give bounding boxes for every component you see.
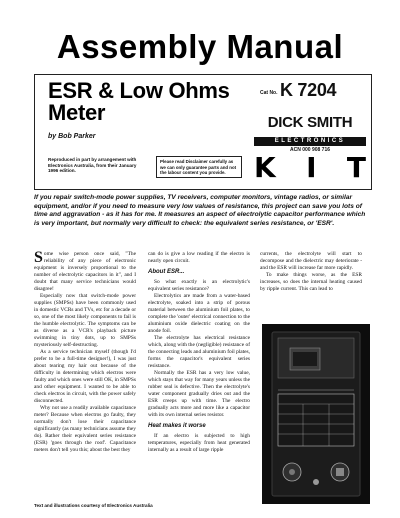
- kit-letter-k: K: [254, 151, 276, 184]
- catalogue-number: [260, 80, 370, 102]
- article-column-3: [260, 251, 362, 293]
- esr-meter-image: [262, 324, 370, 504]
- banner: [0, 0, 400, 65]
- paragraph: If an electro is subjected to high temperatures, especially from heat generated internally as a result of large ripple: [148, 433, 250, 453]
- product-title-line1: ESR & Low Ohms: [48, 78, 230, 103]
- footer-credit: Text and illustrations courtesy of Electronics Australia: [34, 503, 153, 508]
- electronics-bar: ELECTRONICS: [254, 137, 366, 146]
- paragraph: So what exactly is an electrolytic's equivalent series resistance?: [148, 279, 250, 292]
- paragraph: Electrolytics are made from a water-based electrolyte, soaked into a strip of porous material between the aluminium foil plates, to complete the 'outer' electrical connection to the aluminium oxide dielectric coating on the anode foil.: [148, 293, 250, 334]
- brand-name: DICK SMITH: [267, 114, 353, 131]
- paragraph: Normally the ESR has a very low value, which stays that way for many years unless the rubber seal is defective. Then the electrolyte's water component gradually dries out and the ESR creeps up with time. The electro gradually acts more and more like a capacitor with its own internal series resistor.: [148, 370, 250, 418]
- manual-title: Assembly Manual: [56, 28, 344, 65]
- article-column-2: [148, 251, 250, 454]
- dick-smith-logo: [252, 114, 368, 138]
- article-column-1: [34, 251, 136, 454]
- section-heading-about-esr: About ESR...: [148, 269, 185, 275]
- paragraph: Why not use a readily available capacitance meter? Because when electros go faulty, they normally don't lose their capacitance significantly (as many technicians assume they do). Rather their equivalent series resistance (ESR) 'goes through the roof'. Capacitance meters don't tell you this; about the best they: [34, 405, 136, 453]
- reproduction-note: Reproduced in part by arrangement with Electronics Australia, from their January 1996 edition.: [48, 157, 137, 174]
- intro-paragraph: If you repair switch-mode power supplies, TV receivers, computer monitors, vintage radios, or similar equipment, and/or if you need to measure very low values of resistance, this project can save you lots of time and aggravation - as it has for me. It measures an aspect of electrolytic capacitor performance which is very important, but normally very difficult to check: the equivalent series resistance, or 'ESR'.: [34, 194, 366, 227]
- product-title-line2: Meter: [48, 100, 106, 125]
- meter-photo: [262, 324, 370, 504]
- section-heading-heat: Heat makes it worse: [148, 423, 206, 429]
- paragraph: As a service technician myself (though I'd prefer to be a full-time designer!), I was just about tearing my hair out because of the difficulty in determining which electros were faulty and which ones were still OK, in SMPSs and other equipment. I wanted to be able to check electros in circuit, with the power safely disconnected.: [34, 349, 136, 404]
- author-byline: by Bob Parker: [48, 133, 96, 140]
- kit-letter-i: I: [306, 151, 317, 184]
- paragraph: Especially now that switch-mode power supplies (SMPSs) have been commonly used in domestic VCRs and TVs, etc for a decade or so, one of the most likely components to fail is the humble electrolytic. The symptoms can be as diverse as a VCR's playback picture swimming in tiny dots, up to SMPSs mysteriously self-destructing.: [34, 293, 136, 348]
- kit-letter-t: T: [346, 151, 366, 184]
- product-title: [48, 80, 248, 124]
- paragraph: currents, the electrolyte will start to decompose and the dielectric may deteriorate - and the ESR will increase far more rapidly.: [260, 251, 362, 271]
- kit-logo: [254, 151, 366, 184]
- disclaimer-box: Please read Disclaimer carefully as we can only guarantee parts and not the labour content you provide.: [156, 156, 242, 178]
- cat-label: Cat No.: [260, 90, 278, 96]
- paragraph: To make things worse, as the ESR increases, so does the internal heating caused by ripple current. This can lead to: [260, 272, 362, 292]
- drop-cap: S: [34, 249, 43, 266]
- paragraph: can do is give a low reading if the electro is nearly open circuit.: [148, 251, 250, 264]
- paragraph: Some wise person once said, "The reliability of any piece of electronic equipment is inversely proportional to the number of electrolytic capacitors in it", and I doubt that many service technicians would disagree!: [34, 249, 136, 292]
- acn-number: ACN 000 908 716: [289, 147, 331, 153]
- paragraph: The electrolyte has electrical resistance which, along with the (negligible) resistance of the connecting leads and aluminium foil plates, forms the capacitor's equivalent series resistance.: [148, 335, 250, 369]
- cat-number: K 7204: [280, 80, 337, 100]
